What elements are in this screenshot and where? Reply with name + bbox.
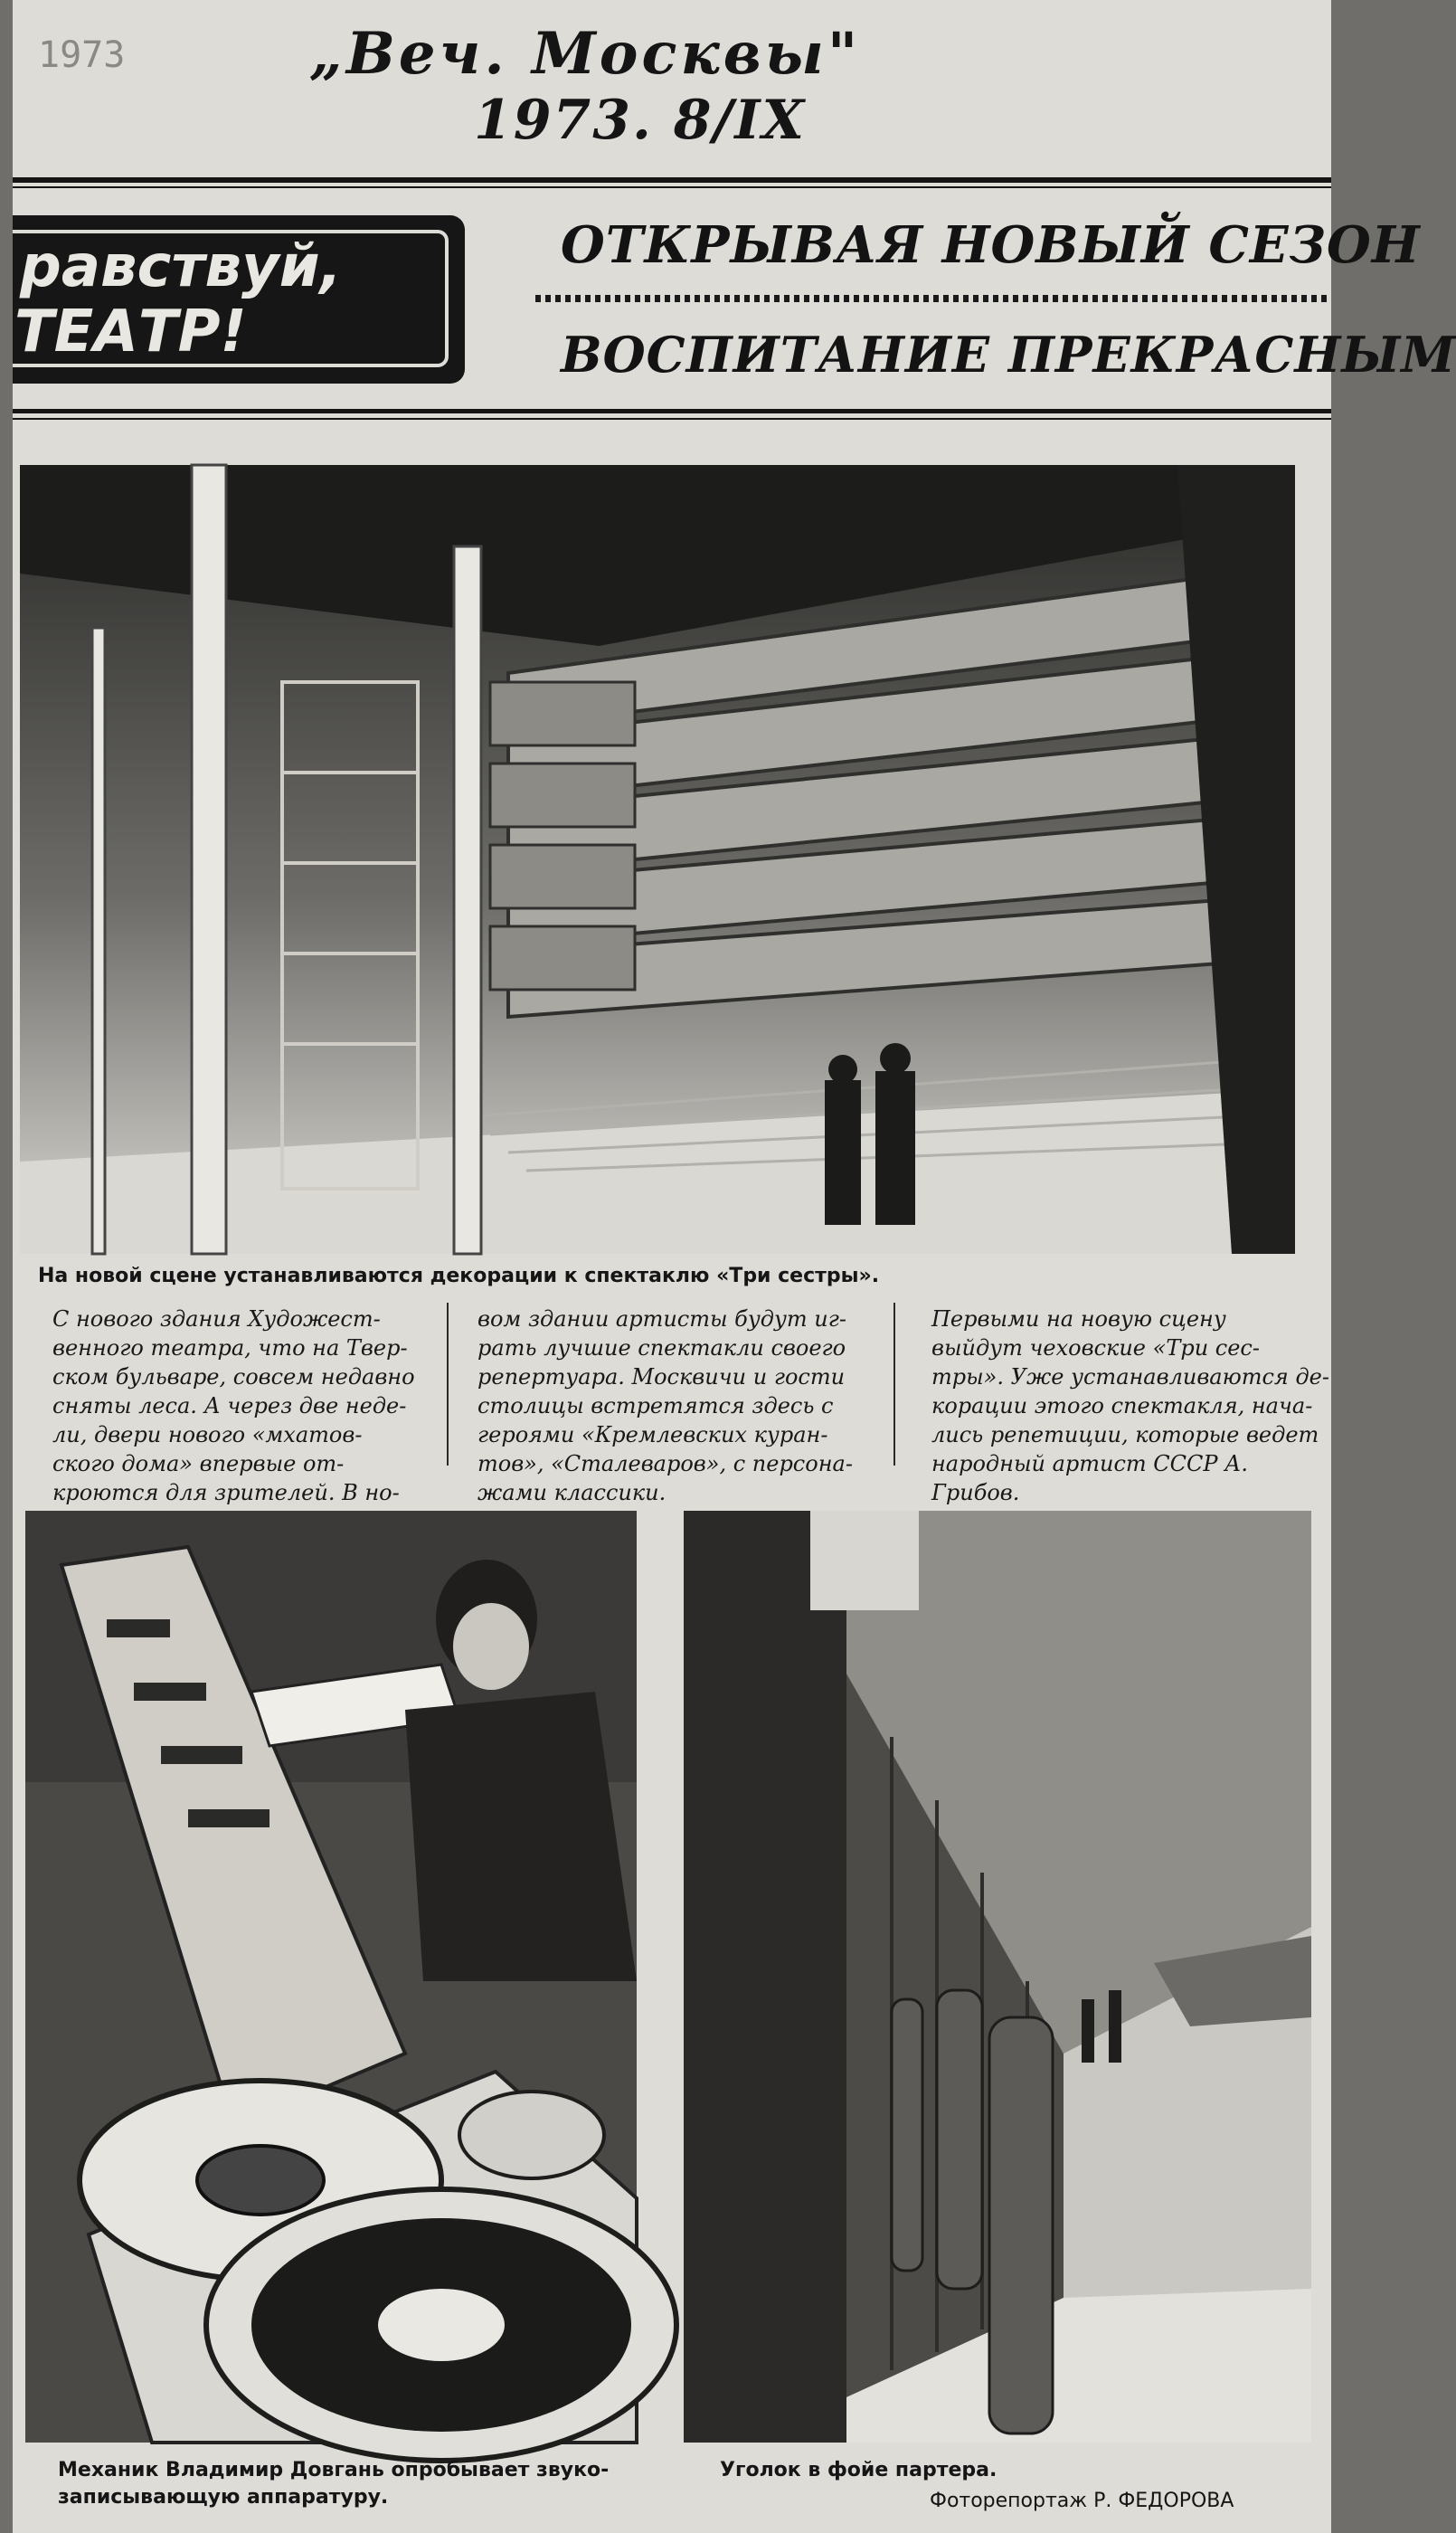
photo-theater-auditorium <box>20 465 1295 1254</box>
article-line: кроются для зрителей. В но- <box>52 1480 400 1505</box>
article-line: героями «Кремлевских куран- <box>477 1422 828 1447</box>
rubric-line-1: равствуй, <box>20 233 342 300</box>
column-divider-1 <box>447 1303 449 1466</box>
caption-top-photo: На новой сцене устанавливаются декорации к спектаклю «Три сестры». <box>38 1265 880 1287</box>
handwritten-date: 1973. 8/IX <box>474 89 807 152</box>
article-line: выйдут чеховские «Три сес- <box>931 1335 1260 1361</box>
caption-left-photo-line-2: записывающую аппаратуру. <box>58 2486 389 2509</box>
article-line: тов», «Сталеваров», с персона- <box>477 1451 853 1476</box>
article-line: С нового здания Художест- <box>52 1306 381 1332</box>
header-rule-top <box>13 177 1331 183</box>
article-line: Первыми на новую сцену <box>931 1306 1226 1332</box>
article-line: ского дома» впервые от- <box>52 1451 345 1476</box>
article-line: жами классики. <box>477 1480 667 1505</box>
header-rule-bottom <box>13 409 1331 413</box>
article-line: сняты леса. А через две неде- <box>52 1393 407 1418</box>
article-line: рать лучшие спектакли своего <box>477 1335 846 1361</box>
article-line: лись репетиции, которые ведет <box>931 1422 1319 1447</box>
article-column-1 <box>52 1304 415 1507</box>
article-line: народный артист СССР А. <box>931 1451 1248 1476</box>
article-line: корации этого спектакля, нача- <box>931 1393 1313 1418</box>
article-column-3 <box>931 1304 1329 1507</box>
caption-left-photo-line-1: Механик Владимир Довгань опробывает звуко- <box>58 2459 610 2481</box>
column-divider-2 <box>893 1303 895 1466</box>
article-line: ском бульваре, совсем недавно <box>52 1364 415 1390</box>
article-line: столицы встретятся здесь с <box>477 1393 834 1418</box>
rubric-box <box>13 215 465 384</box>
photo-credit: Фоторепортаж Р. ФЕДОРОВА <box>930 2490 1234 2512</box>
headline-dotted-divider <box>535 295 1331 302</box>
headline-primary: ОТКРЫВАЯ НОВЫЙ СЕЗОН <box>561 215 1421 275</box>
article-line: вом здании артисты будут иг- <box>477 1306 846 1332</box>
article-line: тры». Уже устанавливаются де- <box>931 1364 1329 1390</box>
handwritten-source: „Веч. Москвы" <box>309 20 862 88</box>
photo-foyer-corner <box>684 1511 1311 2443</box>
article-line: Грибов. <box>931 1480 1020 1505</box>
article-line: репертуара. Москвичи и гости <box>477 1364 846 1390</box>
photo-sound-engineer <box>25 1511 637 2443</box>
headline-secondary: ВОСПИТАНИЕ ПРЕКРАСНЫМ <box>561 326 1456 384</box>
article-line: ли, двери нового «мхатов- <box>52 1422 363 1447</box>
header-rule-top-thin <box>13 186 1331 188</box>
article-line: венного театра, что на Твер- <box>52 1335 408 1361</box>
caption-right-photo: Уголок в фойе партера. <box>720 2459 997 2481</box>
header-rule-bottom-thin <box>13 418 1331 420</box>
article-column-2 <box>477 1304 853 1507</box>
pencil-year-note: 1973 <box>38 34 126 76</box>
rubric-line-2: ТЕАТР! <box>14 299 247 365</box>
